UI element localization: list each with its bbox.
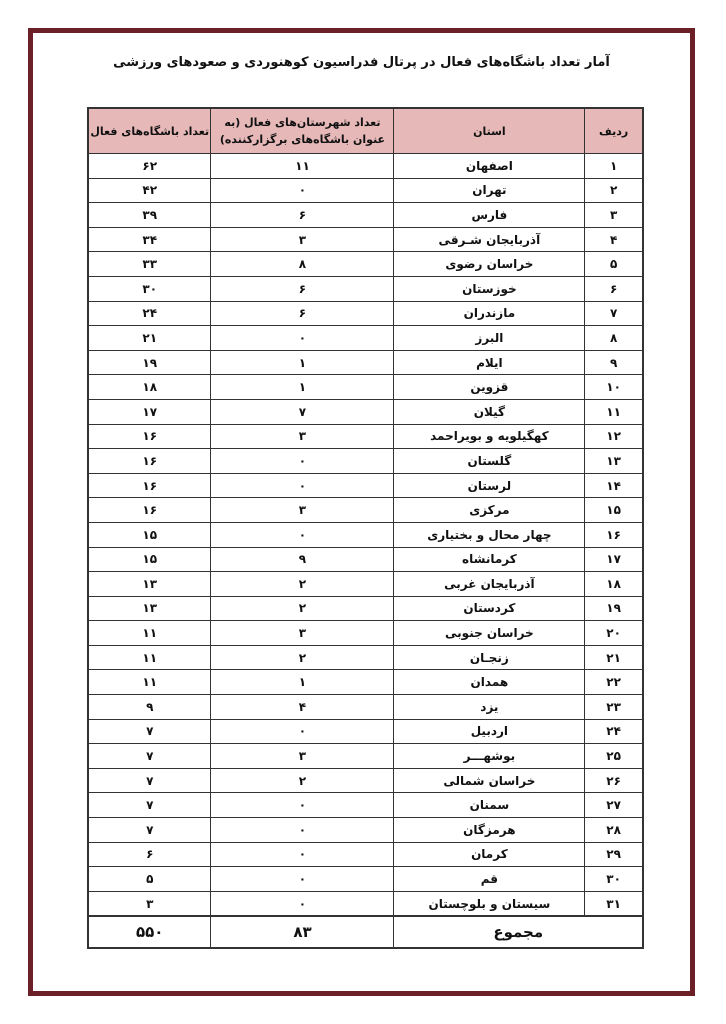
province-cell: تهران bbox=[394, 178, 585, 203]
row-number-cell: ۳۱ bbox=[585, 891, 643, 916]
row-number-cell: ۱۷ bbox=[585, 547, 643, 572]
row-number-cell: ۲ bbox=[585, 178, 643, 203]
province-cell: لرستان bbox=[394, 473, 585, 498]
active-clubs-cell: ۷ bbox=[88, 818, 211, 843]
table-row bbox=[88, 670, 643, 695]
header-province: استان bbox=[394, 108, 585, 154]
active-cities-cell: ۸ bbox=[211, 252, 394, 277]
table-header-row bbox=[88, 108, 643, 154]
row-number-cell: ۱۵ bbox=[585, 498, 643, 523]
active-cities-cell: ۰ bbox=[211, 793, 394, 818]
province-cell: کرمانشاه bbox=[394, 547, 585, 572]
table-row bbox=[88, 719, 643, 744]
province-cell: قم bbox=[394, 867, 585, 892]
province-cell: قزوین bbox=[394, 375, 585, 400]
province-cell: گلستان bbox=[394, 449, 585, 474]
active-clubs-cell: ۱۱ bbox=[88, 621, 211, 646]
active-clubs-cell: ۱۶ bbox=[88, 449, 211, 474]
active-clubs-cell: ۲۴ bbox=[88, 301, 211, 326]
table-row bbox=[88, 449, 643, 474]
page-border bbox=[28, 28, 695, 996]
active-clubs-cell: ۳۴ bbox=[88, 227, 211, 252]
table-row bbox=[88, 375, 643, 400]
active-clubs-cell: ۶۲ bbox=[88, 154, 211, 179]
row-number-cell: ۱۱ bbox=[585, 399, 643, 424]
province-cell: مازندران bbox=[394, 301, 585, 326]
active-clubs-cell: ۴۲ bbox=[88, 178, 211, 203]
table-row bbox=[88, 891, 643, 916]
header-active-cities: تعداد شهرستان‌های فعال (به عنوان باشگاه‌های برگزارکننده) bbox=[211, 108, 394, 154]
active-clubs-cell: ۱۶ bbox=[88, 498, 211, 523]
table-row bbox=[88, 399, 643, 424]
active-clubs-cell: ۶ bbox=[88, 842, 211, 867]
table-row bbox=[88, 252, 643, 277]
table-row bbox=[88, 596, 643, 621]
active-clubs-cell: ۹ bbox=[88, 695, 211, 720]
province-cell: هرمزگان bbox=[394, 818, 585, 843]
table-row bbox=[88, 326, 643, 351]
row-number-cell: ۱ bbox=[585, 154, 643, 179]
row-number-cell: ۱۶ bbox=[585, 522, 643, 547]
document-title: آمار تعداد باشگاه‌های فعال در پرتال فدراسیون کوهنوردی و صعودهای ورزشی bbox=[113, 55, 610, 70]
active-clubs-cell: ۳۰ bbox=[88, 276, 211, 301]
active-clubs-cell: ۳ bbox=[88, 891, 211, 916]
row-number-cell: ۲۰ bbox=[585, 621, 643, 646]
total-clubs: ۵۵۰ bbox=[88, 916, 211, 948]
row-number-cell: ۲۳ bbox=[585, 695, 643, 720]
province-cell: کرمان bbox=[394, 842, 585, 867]
province-cell: سمنان bbox=[394, 793, 585, 818]
active-clubs-cell: ۷ bbox=[88, 719, 211, 744]
province-cell: خراسان رضوی bbox=[394, 252, 585, 277]
active-cities-cell: ۳ bbox=[211, 621, 394, 646]
active-cities-cell: ۰ bbox=[211, 842, 394, 867]
table-row bbox=[88, 522, 643, 547]
active-cities-cell: ۲ bbox=[211, 596, 394, 621]
table-row bbox=[88, 227, 643, 252]
row-number-cell: ۲۶ bbox=[585, 768, 643, 793]
active-clubs-cell: ۷ bbox=[88, 793, 211, 818]
row-number-cell: ۲۱ bbox=[585, 645, 643, 670]
active-cities-cell: ۰ bbox=[211, 473, 394, 498]
active-cities-cell: ۰ bbox=[211, 326, 394, 351]
row-number-cell: ۴ bbox=[585, 227, 643, 252]
active-clubs-cell: ۱۳ bbox=[88, 572, 211, 597]
province-cell: زنجـان bbox=[394, 645, 585, 670]
table-row bbox=[88, 867, 643, 892]
header-row-number: ردیف bbox=[585, 108, 643, 154]
row-number-cell: ۲۵ bbox=[585, 744, 643, 769]
row-number-cell: ۱۸ bbox=[585, 572, 643, 597]
active-cities-cell: ۶ bbox=[211, 203, 394, 228]
header-active-clubs: تعداد باشگاه‌های فعال bbox=[88, 108, 211, 154]
active-cities-cell: ۳ bbox=[211, 424, 394, 449]
active-clubs-cell: ۱۱ bbox=[88, 645, 211, 670]
active-cities-cell: ۰ bbox=[211, 867, 394, 892]
province-cell: چهار محال و بختیاری bbox=[394, 522, 585, 547]
total-row bbox=[88, 916, 643, 948]
table-row bbox=[88, 621, 643, 646]
table-row bbox=[88, 350, 643, 375]
province-cell: همدان bbox=[394, 670, 585, 695]
province-cell: کهگیلویه و بویراحمد bbox=[394, 424, 585, 449]
table-row bbox=[88, 276, 643, 301]
row-number-cell: ۲۸ bbox=[585, 818, 643, 843]
active-clubs-cell: ۷ bbox=[88, 744, 211, 769]
row-number-cell: ۱۹ bbox=[585, 596, 643, 621]
row-number-cell: ۸ bbox=[585, 326, 643, 351]
row-number-cell: ۲۹ bbox=[585, 842, 643, 867]
active-clubs-cell: ۱۵ bbox=[88, 547, 211, 572]
table-row bbox=[88, 572, 643, 597]
active-cities-cell: ۷ bbox=[211, 399, 394, 424]
active-clubs-cell: ۷ bbox=[88, 768, 211, 793]
table-row bbox=[88, 547, 643, 572]
active-cities-cell: ۱ bbox=[211, 375, 394, 400]
row-number-cell: ۱۰ bbox=[585, 375, 643, 400]
province-cell: اردبیل bbox=[394, 719, 585, 744]
active-clubs-cell: ۳۹ bbox=[88, 203, 211, 228]
active-clubs-cell: ۱۶ bbox=[88, 473, 211, 498]
active-clubs-cell: ۱۸ bbox=[88, 375, 211, 400]
table-row bbox=[88, 154, 643, 179]
active-cities-cell: ۰ bbox=[211, 178, 394, 203]
province-cell: مرکزی bbox=[394, 498, 585, 523]
table-row bbox=[88, 744, 643, 769]
clubs-table bbox=[87, 107, 644, 949]
province-cell: خوزستان bbox=[394, 276, 585, 301]
province-cell: آذربایجان غربی bbox=[394, 572, 585, 597]
active-clubs-cell: ۱۱ bbox=[88, 670, 211, 695]
province-cell: خراسان جنوبی bbox=[394, 621, 585, 646]
row-number-cell: ۱۳ bbox=[585, 449, 643, 474]
active-cities-cell: ۱ bbox=[211, 350, 394, 375]
active-cities-cell: ۴ bbox=[211, 695, 394, 720]
province-cell: ایلام bbox=[394, 350, 585, 375]
active-clubs-cell: ۳۳ bbox=[88, 252, 211, 277]
row-number-cell: ۱۴ bbox=[585, 473, 643, 498]
active-cities-cell: ۰ bbox=[211, 719, 394, 744]
row-number-cell: ۱۲ bbox=[585, 424, 643, 449]
active-cities-cell: ۱۱ bbox=[211, 154, 394, 179]
province-cell: آذربایجان شـرقی bbox=[394, 227, 585, 252]
province-cell: البرز bbox=[394, 326, 585, 351]
active-cities-cell: ۶ bbox=[211, 301, 394, 326]
active-cities-cell: ۰ bbox=[211, 891, 394, 916]
province-cell: فارس bbox=[394, 203, 585, 228]
active-cities-cell: ۰ bbox=[211, 522, 394, 547]
table-row bbox=[88, 768, 643, 793]
total-cities: ۸۳ bbox=[211, 916, 394, 948]
active-cities-cell: ۰ bbox=[211, 818, 394, 843]
province-cell: خراسان شمالی bbox=[394, 768, 585, 793]
table-row bbox=[88, 473, 643, 498]
province-cell: کردستان bbox=[394, 596, 585, 621]
province-cell: گیلان bbox=[394, 399, 585, 424]
row-number-cell: ۶ bbox=[585, 276, 643, 301]
row-number-cell: ۲۷ bbox=[585, 793, 643, 818]
table-row bbox=[88, 498, 643, 523]
active-cities-cell: ۳ bbox=[211, 498, 394, 523]
table-row bbox=[88, 695, 643, 720]
table-row bbox=[88, 301, 643, 326]
active-cities-cell: ۶ bbox=[211, 276, 394, 301]
active-cities-cell: ۲ bbox=[211, 768, 394, 793]
row-number-cell: ۵ bbox=[585, 252, 643, 277]
active-clubs-cell: ۱۷ bbox=[88, 399, 211, 424]
table-row bbox=[88, 178, 643, 203]
active-clubs-cell: ۱۳ bbox=[88, 596, 211, 621]
active-clubs-cell: ۵ bbox=[88, 867, 211, 892]
active-cities-cell: ۲ bbox=[211, 645, 394, 670]
active-clubs-cell: ۱۶ bbox=[88, 424, 211, 449]
row-number-cell: ۳۰ bbox=[585, 867, 643, 892]
active-cities-cell: ۳ bbox=[211, 744, 394, 769]
table-row bbox=[88, 203, 643, 228]
active-clubs-cell: ۱۵ bbox=[88, 522, 211, 547]
row-number-cell: ۳ bbox=[585, 203, 643, 228]
active-cities-cell: ۳ bbox=[211, 227, 394, 252]
active-clubs-cell: ۱۹ bbox=[88, 350, 211, 375]
active-cities-cell: ۹ bbox=[211, 547, 394, 572]
table-row bbox=[88, 645, 643, 670]
table-row bbox=[88, 424, 643, 449]
table-row bbox=[88, 818, 643, 843]
province-cell: اصفهان bbox=[394, 154, 585, 179]
table-body bbox=[88, 154, 643, 917]
active-cities-cell: ۲ bbox=[211, 572, 394, 597]
row-number-cell: ۲۲ bbox=[585, 670, 643, 695]
province-cell: سیستان و بلوچستان bbox=[394, 891, 585, 916]
province-cell: بوشهـــر bbox=[394, 744, 585, 769]
row-number-cell: ۹ bbox=[585, 350, 643, 375]
province-cell: یزد bbox=[394, 695, 585, 720]
active-clubs-cell: ۲۱ bbox=[88, 326, 211, 351]
active-cities-cell: ۱ bbox=[211, 670, 394, 695]
row-number-cell: ۲۴ bbox=[585, 719, 643, 744]
active-cities-cell: ۰ bbox=[211, 449, 394, 474]
table-row bbox=[88, 793, 643, 818]
table-row bbox=[88, 842, 643, 867]
row-number-cell: ۷ bbox=[585, 301, 643, 326]
total-label: مجموع bbox=[394, 916, 643, 948]
